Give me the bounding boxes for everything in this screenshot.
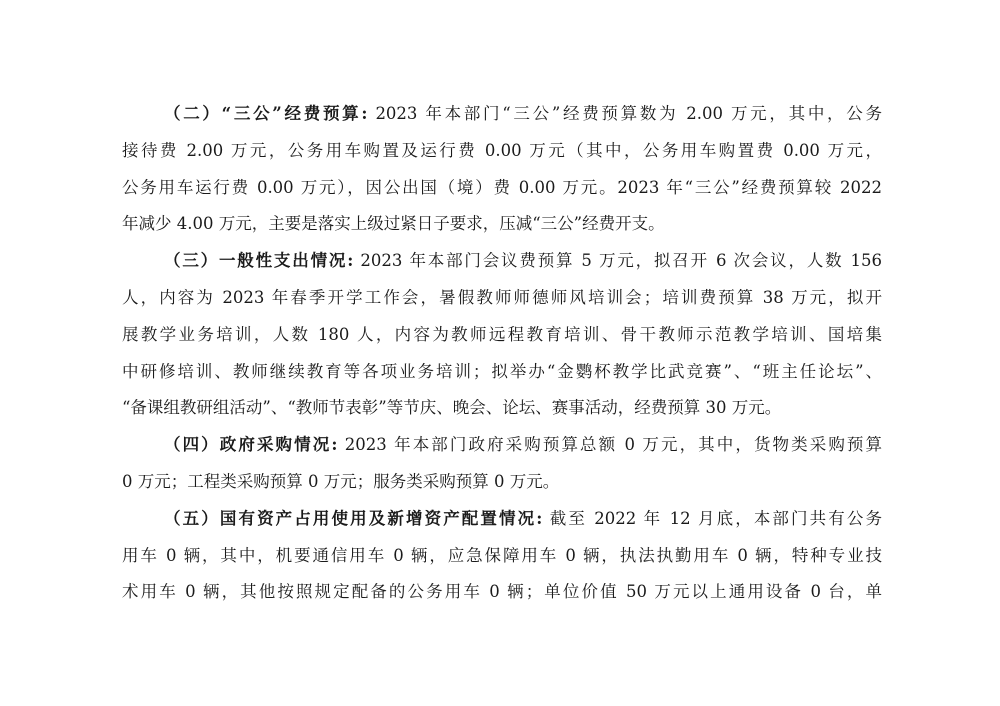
paragraph-text: 2023 年本部门会议费预算 5 万元，拟召开 6 次会议，人数 156 (360, 251, 883, 271)
paragraph-line (122, 96, 882, 133)
paragraph-line: 用车 0 辆，其中，机要通信用车 0 辆，应急保障用车 0 辆，执法执勤用车 0 辆，特种专业技 (122, 545, 882, 565)
section-sangong-budget (122, 96, 882, 243)
document-body (122, 96, 882, 611)
paragraph-line: 术用车 0 辆，其他按照规定配备的公务用车 0 辆；单位价值 50 万元以上通用设备 0 台，单 (122, 582, 882, 602)
paragraph-line: 展教学业务培训，人数 180 人，内容为教师远程教育培训、骨干教师示范教学培训、国培集 (122, 324, 882, 344)
section-government-procurement (122, 427, 882, 501)
paragraph-line: 中研修培训、教师继续教育等各项业务培训；拟举办“金鹦杯教学比武竞赛”、“班主任论坛”、 (122, 361, 882, 381)
section-heading: （五）国有资产占用使用及新增资产配置情况: (164, 508, 543, 528)
paragraph-line: 0 万元；工程类采购预算 0 万元；服务类采购预算 0 万元。 (122, 471, 560, 491)
paragraph-line: “备课组教研组活动”、“教师节表彰”等节庆、晚会、论坛、赛事活动，经费预算 30 万元。 (122, 398, 782, 418)
paragraph-line: 接待费 2.00 万元，公务用车购置及运行费 0.00 万元（其中，公务用车购置费 0.00 万元， (122, 140, 882, 160)
paragraph-text: 截至 2022 年 12 月底，本部门共有公务 (549, 508, 882, 528)
paragraph-line: 公务用车运行费 0.00 万元），因公出国（境）费 0.00 万元。2023 年“三公”经费预算较 2022 (122, 177, 882, 197)
paragraph-line (122, 427, 882, 464)
paragraph-line (122, 243, 882, 280)
paragraph-line: 年减少 4.00 万元，主要是落实上级过紧日子要求，压减“三公”经费开支。 (122, 214, 665, 234)
paragraph-line (122, 501, 882, 538)
section-state-assets (122, 501, 882, 611)
section-heading: （二）“三公”经费预算: (164, 104, 368, 123)
section-general-expenditure (122, 243, 882, 427)
section-heading: （四）政府采购情况: (164, 435, 338, 455)
section-heading: （三）一般性支出情况: (164, 251, 354, 271)
paragraph-line: 人，内容为 2023 年春季开学工作会，暑假教师师德师风培训会；培训费预算 38 万元，拟开 (122, 287, 882, 307)
paragraph-text: 2023 年本部门政府采购预算总额 0 万元，其中，货物类采购预算 (344, 435, 883, 455)
paragraph-text: 2023 年本部门“三公”经费预算数为 2.00 万元，其中，公务 (375, 104, 882, 123)
